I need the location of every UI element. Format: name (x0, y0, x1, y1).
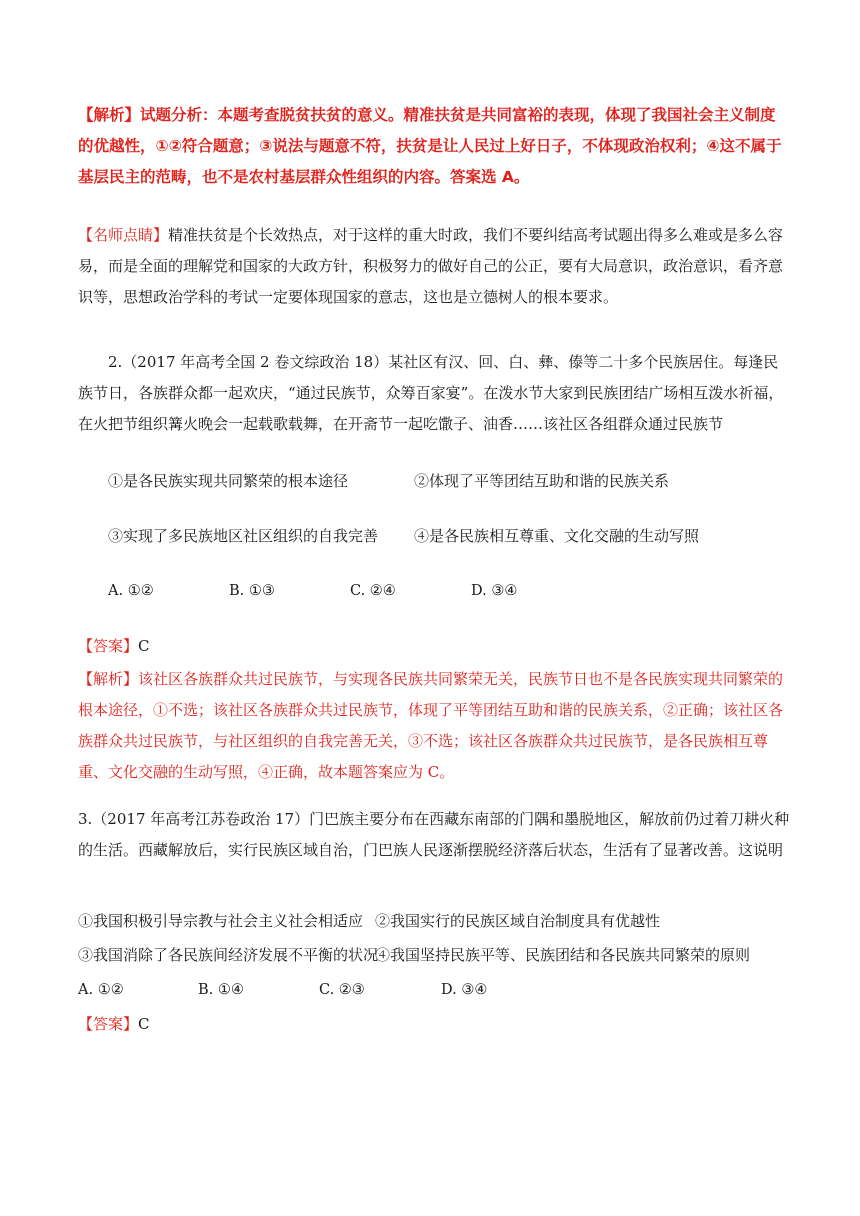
q3-choice-a: A. ①② (78, 982, 124, 998)
q2-choice-a: A. ①② (108, 583, 154, 599)
q2-option-1: ①是各民族实现共同繁荣的根本途径 (108, 472, 349, 490)
q2-answer-tag: 【答案】 (78, 637, 139, 655)
q3-stem: 3.（2017 年高考江苏卷政治 17）门巴族主要分布在西藏东南部的门隅和墨脱地区，解放前仍过着刀耕火种的生活。西藏解放后，实行民族区域自治，门巴族人民逐渐摆脱经济落后状态，生活有了显著改善。这说明 (78, 810, 790, 859)
teacher-note-tag: 【名师点睛】 (78, 226, 169, 244)
explanation-1-tag: 【解析】 (78, 106, 141, 124)
q2-option-4: ④是各民族相互尊重、文化交融的生动写照 (414, 527, 700, 545)
q3-option-2: ②我国实行的民族区域自治制度具有优越性 (375, 912, 661, 930)
q2-option-2: ②体现了平等团结互助和谐的民族关系 (414, 472, 670, 490)
q3-choice-b: B. ①④ (198, 982, 244, 998)
q2-explanation (78, 664, 790, 788)
q3-option-4: ④我国坚持民族平等、民族团结和各民族共同繁荣的原则 (375, 946, 751, 964)
q2-answer-value: C (138, 637, 150, 655)
q2-stem: 2.（2017 年高考全国 2 卷文综政治 18）某社区有汉、回、白、彝、傣等二十多个民族居住。每逢民族节日，各族群众都一起欢庆，“通过民族节，众筹百家宴”。在泼水节大家到民族团结广场相互泼水祈福，在火把节组织篝火晚会一起载歌载舞，在开斋节一起吃馓子、油香……该社区各组群众通过民族节 (78, 353, 784, 433)
explanation-1 (78, 100, 790, 193)
q3-choice-d: D. ③④ (441, 982, 488, 998)
q2-explanation-tag: 【解析】 (78, 670, 139, 688)
q3-option-1: ①我国积极引导宗教与社会主义社会相适应 (78, 912, 364, 930)
q3-choice-c: C. ②③ (319, 982, 365, 998)
q2-choice-b: B. ①③ (229, 583, 275, 599)
teacher-note-text: 精准扶贫是个长效热点，对于这样的重大时政，我们不要纠结高考试题出得多么难或是多么容易，而是全面的理解党和国家的大政方针，积极努力的做好自己的公正，要有大局意识，政治意识，看齐意识等，思想政治学科的考试一定要体现国家的意志，这也是立德树人的根本要求。 (78, 226, 784, 306)
q2-answer (78, 631, 150, 662)
q3-answer-value: C (138, 1015, 150, 1033)
q3-answer (78, 1009, 150, 1040)
q2-explanation-text: 该社区各族群众共过民族节，与实现各民族共同繁荣无关，民族节日也不是各民族实现共同繁荣的根本途径，①不选；该社区各族群众共过民族节，体现了平等团结互助和谐的民族关系，②正确；该社区各族群众共过民族节，与社区组织的自我完善无关，③不选；该社区各族群众共过民族节，是各民族相互尊重、文化交融的生动写照，④正确，故本题答案应为 C。 (78, 670, 784, 781)
explanation-1-text: 试题分析：本题考查脱贫扶贫的意义。精准扶贫是共同富裕的表现，体现了我国社会主义制度的优越性，①②符合题意；③说法与题意不符，扶贫是让人民过上好日子，不体现政治权利；④这不属于基层民主的范畴，也不是农村基层群众性组织的内容。答案选 A。 (78, 106, 782, 186)
q2-option-3: ③实现了多民族地区社区组织的自我完善 (108, 527, 379, 545)
q3-option-3: ③我国消除了各民族间经济发展不平衡的状况 (78, 946, 379, 964)
q2-choice-c: C. ②④ (350, 583, 396, 599)
q3-answer-tag: 【答案】 (78, 1015, 139, 1033)
q2-choice-d: D. ③④ (471, 583, 518, 599)
teacher-note (78, 220, 790, 313)
